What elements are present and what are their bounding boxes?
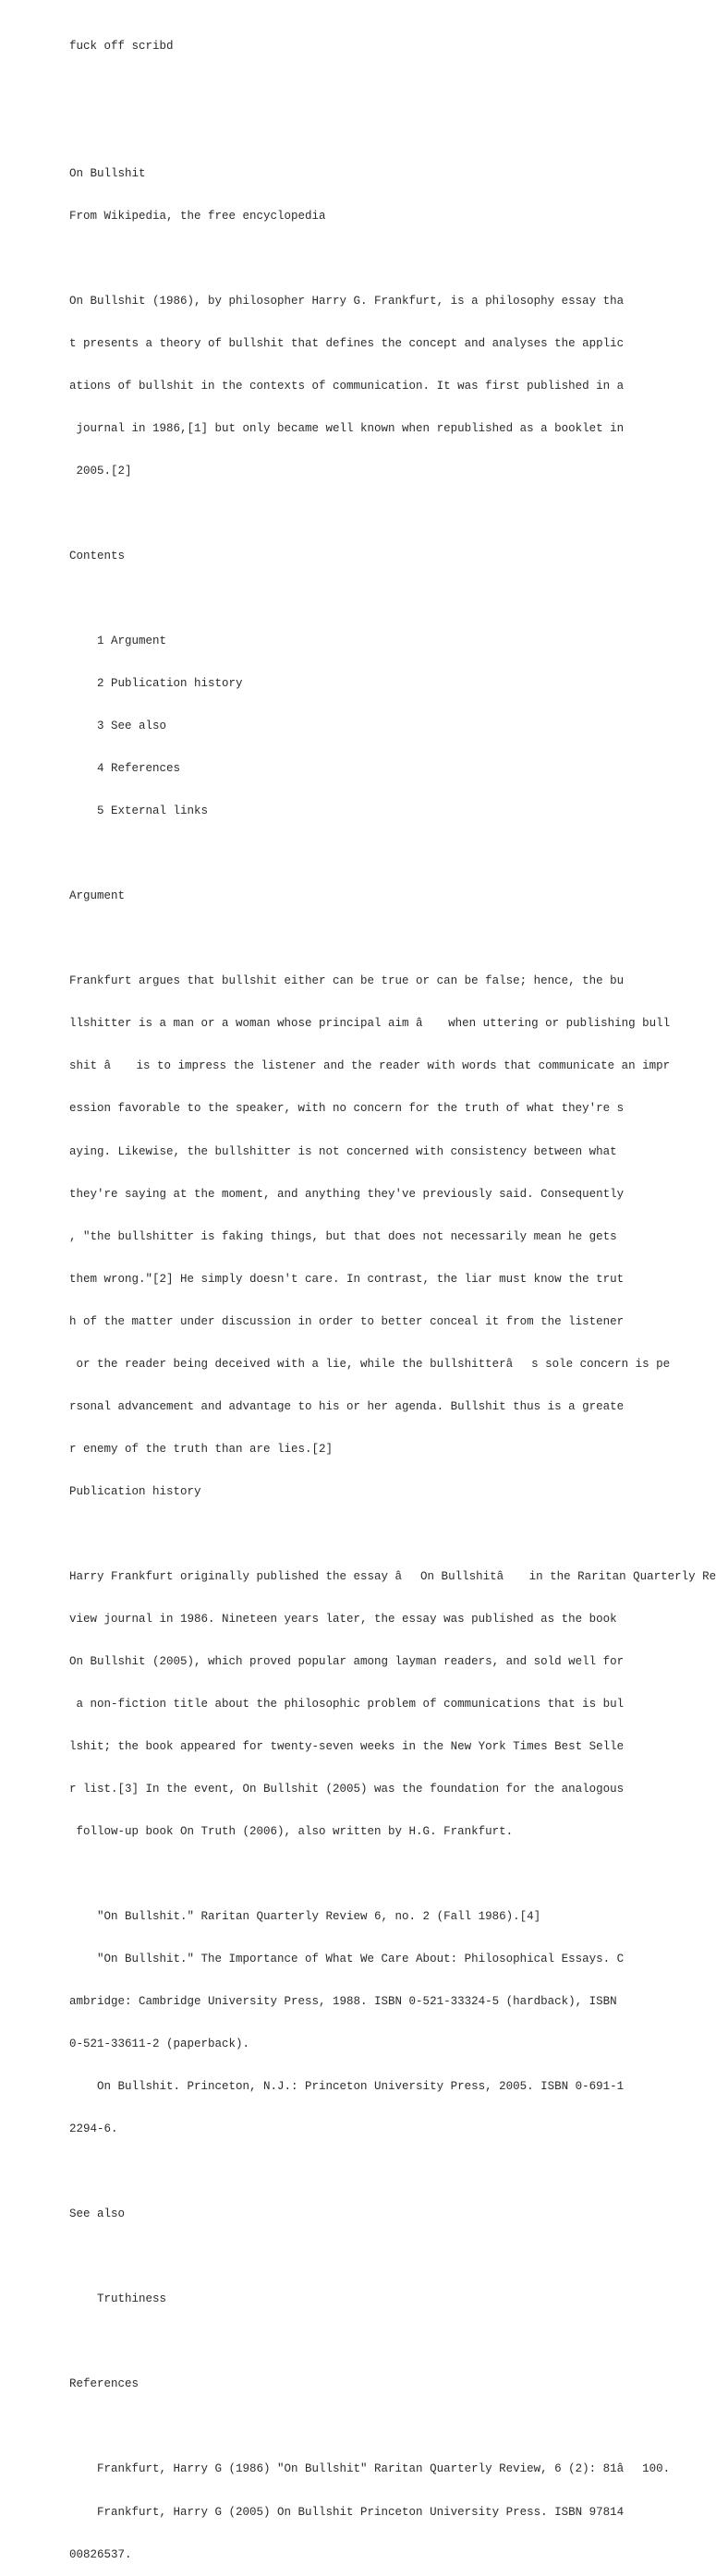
argument-paragraph-line: , "the bullshitter is faking things, but that does not necessarily mean he gets <box>69 1229 617 1243</box>
blank-line <box>69 252 707 266</box>
publication-paragraph-line: r list.[3] In the event, On Bullshit (2005) was the foundation for the analogous <box>69 1782 625 1796</box>
publication-paragraph-line: follow-up book On Truth (2006), also written by H.G. Frankfurt. <box>69 1825 514 1838</box>
publication-entry-line: ambridge: Cambridge University Press, 1988. ISBN 0-521-33324-5 (hardback), ISBN <box>69 1995 617 2009</box>
argument-paragraph-line: r enemy of the truth than are lies.[2] <box>69 1442 334 1456</box>
blank-line <box>69 2250 707 2264</box>
intro-paragraph-line: t presents a theory of bullshit that defines the concept and analyses the applic <box>69 336 625 350</box>
article-title: On Bullshit <box>69 166 146 180</box>
reference-line: 00826537. <box>69 2547 132 2561</box>
contents-item: 3 See also <box>69 720 167 733</box>
argument-paragraph-line: Frankfurt argues that bullshit either can be true or can be false; hence, the bu <box>69 974 625 988</box>
argument-paragraph-line: them wrong."[2] He simply doesn't care. In contrast, the liar must know the trut <box>69 1272 625 1286</box>
intro-paragraph-line: On Bullshit (1986), by philosopher Harry G. Frankfurt, is a philosophy essay tha <box>69 294 625 308</box>
argument-paragraph-line: ession favorable to the speaker, with no concern for the truth of what they're s <box>69 1102 625 1116</box>
publication-entry-line: On Bullshit. Princeton, N.J.: Princeton University Press, 2005. ISBN 0-691-1 <box>69 2080 625 2094</box>
publication-paragraph-line: lshit; the book appeared for twenty-seven weeks in the New York Times Best Selle <box>69 1739 625 1753</box>
argument-paragraph-line: h of the matter under discussion in order to better conceal it from the listener <box>69 1314 625 1328</box>
argument-paragraph-line: shit â is to impress the listener and the reader with words that communicate an impr <box>69 1059 671 1073</box>
contents-item: 2 Publication history <box>69 677 243 691</box>
argument-paragraph-line: or the reader being deceived with a lie, while the bullshitterâs sole concern is pe <box>69 1357 671 1371</box>
blank-line <box>69 1528 707 1542</box>
blank-line <box>69 1868 707 1881</box>
blank-line <box>69 82 707 96</box>
intro-paragraph-line: ations of bullshit in the contexts of communication. It was first published in a <box>69 379 625 393</box>
intro-paragraph-line: journal in 1986,[1] but only became well known when republished as a booklet in <box>69 421 625 435</box>
plain-text-document <box>69 11 716 2576</box>
publication-entry-line: 2294-6. <box>69 2122 118 2136</box>
publication-paragraph-line: a non-fiction title about the philosophic problem of communications that is bul <box>69 1697 625 1711</box>
publication-entry-line: "On Bullshit." The Importance of What We Care About: Philosophical Essays. C <box>69 1953 625 1966</box>
publication-paragraph-line: view journal in 1986. Nineteen years later, the essay was published as the book <box>69 1612 617 1626</box>
blank-line <box>69 125 707 139</box>
contents-item: 4 References <box>69 762 181 776</box>
blank-line <box>69 2335 707 2349</box>
argument-paragraph-line: rsonal advancement and advantage to his or her agenda. Bullshit thus is a greate <box>69 1399 625 1413</box>
blank-line <box>69 507 707 521</box>
contents-item: 1 Argument <box>69 635 167 648</box>
see-also-item: Truthiness <box>69 2292 167 2306</box>
blank-line <box>69 2165 707 2179</box>
publication-entry-line: 0-521-33611-2 (paperback). <box>69 2038 250 2051</box>
contents-heading: Contents <box>69 550 126 563</box>
text-line: fuck off scribd <box>69 39 174 53</box>
argument-paragraph-line: aying. Likewise, the bullshitter is not concerned with consistency between what <box>69 1144 617 1158</box>
reference-line: Frankfurt, Harry G (1986) "On Bullshit" Raritan Quarterly Review, 6 (2): 81â100. <box>69 2462 671 2476</box>
publication-paragraph-line: Harry Frankfurt originally published the essay âOn Bullshitâ in the Raritan Quarterly Re <box>69 1569 716 1583</box>
section-heading-argument: Argument <box>69 889 126 903</box>
publication-paragraph-line: On Bullshit (2005), which proved popular among layman readers, and sold well for <box>69 1654 625 1668</box>
contents-item: 5 External links <box>69 804 209 818</box>
blank-line <box>69 932 707 946</box>
reference-line: Frankfurt, Harry G (2005) On Bullshit Princeton University Press. ISBN 97814 <box>69 2505 625 2519</box>
argument-paragraph-line: llshitter is a man or a woman whose principal aim â when uttering or publishing bull <box>69 1017 671 1031</box>
section-heading-references: References <box>69 2377 140 2391</box>
argument-paragraph-line: they're saying at the moment, and anything they've previously said. Consequently <box>69 1187 625 1201</box>
blank-line <box>69 2420 707 2434</box>
blank-line <box>69 592 707 606</box>
intro-paragraph-line: 2005.[2] <box>69 465 132 478</box>
article-source: From Wikipedia, the free encyclopedia <box>69 209 326 223</box>
publication-entry-line: "On Bullshit." Raritan Quarterly Review 6, no. 2 (Fall 1986).[4] <box>69 1910 541 1924</box>
blank-line <box>69 847 707 861</box>
section-heading-publication-history: Publication history <box>69 1484 201 1498</box>
section-heading-see-also: See also <box>69 2207 126 2221</box>
